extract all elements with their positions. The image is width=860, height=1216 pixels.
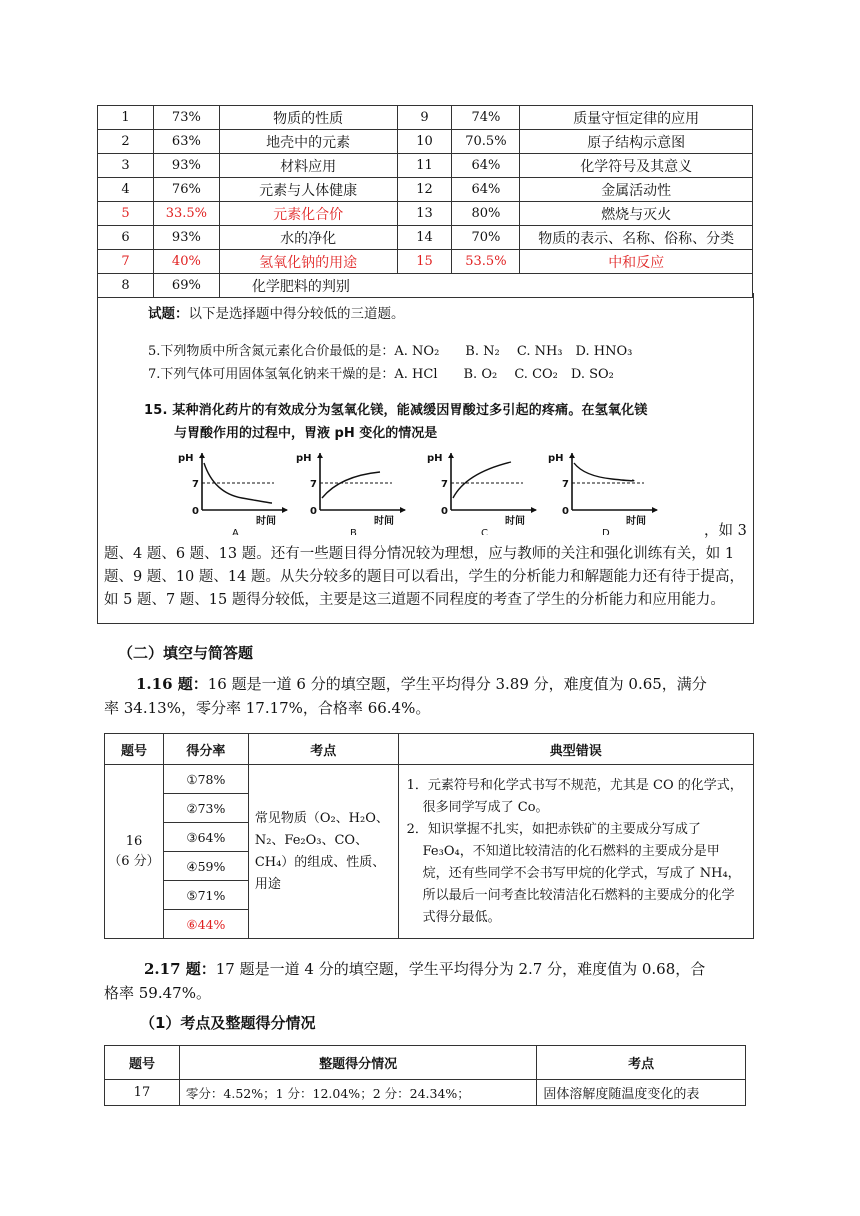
graph-curve bbox=[322, 472, 380, 498]
table-cell-n1: 6 bbox=[98, 226, 154, 250]
t3-header-scores: 整题得分情况 bbox=[179, 1046, 536, 1080]
t2-header-error: 典型错误 bbox=[398, 734, 753, 765]
analysis-text bbox=[104, 543, 749, 612]
q16-line1: 16 题是一道 6 分的填空题，学生平均得分 3.89 分，难度值为 0.65，满分 bbox=[207, 675, 707, 693]
table-cell-r1: 33.5% bbox=[153, 202, 219, 226]
graph-ph-label: pH bbox=[548, 453, 564, 464]
question-15-figure bbox=[140, 395, 700, 535]
graph-curve bbox=[574, 463, 634, 481]
t2-point: 常见物质（O₂、H₂O、N₂、Fe₂O₃、CO、CH₄）的组成、性质、用途 bbox=[248, 765, 398, 939]
table-cell-r1: 69% bbox=[153, 274, 219, 298]
graph-y-arrow bbox=[448, 453, 454, 458]
table-cell-k1: 元素与人体健康 bbox=[219, 178, 397, 202]
analysis-line-2: 题、9 题、10 题、14 题。从失分较多的题目可以看出，学生的分析能力和解题能力还有待于提高， bbox=[104, 569, 744, 585]
table-cell-k2: 化学符号及其意义 bbox=[520, 154, 753, 178]
table-cell-k1: 水的净化 bbox=[219, 226, 397, 250]
ph-graphs bbox=[140, 395, 700, 535]
table-cell-n2: 11 bbox=[397, 154, 452, 178]
analysis-line-3: 如 5 题、7 题、15 题得分较低，主要是这三道题不同程度的考查了学生的分析能力和应用能力。 bbox=[104, 592, 725, 608]
graph-time-label: 时间 bbox=[374, 516, 394, 527]
t2-num: 16 bbox=[125, 833, 143, 849]
graph-time-label: 时间 bbox=[256, 516, 276, 527]
graph-y-arrow bbox=[199, 453, 205, 458]
table-cell-r2: 70.5% bbox=[452, 130, 520, 154]
q17-summary bbox=[104, 957, 764, 1005]
graph-ph-label: pH bbox=[296, 453, 312, 464]
graph-ph-label: pH bbox=[178, 453, 194, 464]
table-cell-n1: 5 bbox=[98, 202, 154, 226]
graph-option-label: A bbox=[232, 528, 239, 535]
graph-x-arrow bbox=[652, 507, 658, 513]
trial-label: 试题： bbox=[148, 306, 189, 322]
trial-text: 以下是选择题中得分较低的三道题。 bbox=[188, 306, 405, 322]
t2-rate-2: ②73% bbox=[163, 794, 248, 823]
question-15-line1: 15. 某种消化药片的有效成分为氢氧化镁，能减缓因胃酸过多引起的疼痛。在氢氧化镁 bbox=[144, 403, 648, 418]
t2-rate-5: ⑤71% bbox=[163, 881, 248, 910]
table-cell-k2: 物质的表示、名称、俗称、分类 bbox=[520, 226, 753, 250]
table-cell-k2: 质量守恒定律的应用 bbox=[520, 106, 753, 130]
t2-header-point: 考点 bbox=[248, 734, 398, 765]
graph-seven-label: 7 bbox=[310, 479, 317, 490]
table-row bbox=[98, 250, 753, 274]
table-cell-r2: 80% bbox=[452, 202, 520, 226]
analysis-tail: ，如 3 bbox=[704, 523, 747, 539]
table-cell-n2: 13 bbox=[397, 202, 452, 226]
t3-header-num: 题号 bbox=[105, 1046, 180, 1080]
table-cell-n2: 15 bbox=[397, 250, 452, 274]
table-cell-k2: 燃烧与灭火 bbox=[520, 202, 753, 226]
table-cell-k1: 元素化合价 bbox=[219, 202, 397, 226]
graph-zero-label: 0 bbox=[310, 506, 317, 517]
graph-curve bbox=[453, 462, 511, 498]
analysis-line-1: 题、4 题、6 题、13 题。还有一些题目得分情况较为理想，应与教师的关注和强化训练有关，如 1 bbox=[104, 546, 735, 562]
table-cell-r1: 76% bbox=[153, 178, 219, 202]
t3-header-point: 考点 bbox=[537, 1046, 746, 1080]
graph-ph-label: pH bbox=[427, 453, 443, 464]
graph-y-arrow bbox=[317, 453, 323, 458]
t2-errors-cell bbox=[398, 765, 753, 939]
table-cell-r1: 63% bbox=[153, 130, 219, 154]
q17-table bbox=[104, 1045, 746, 1106]
q16-summary bbox=[104, 672, 764, 720]
graph-zero-label: 0 bbox=[192, 506, 199, 517]
t2-header-num: 题号 bbox=[105, 734, 164, 765]
question-15-line2: 与胃酸作用的过程中，胃液 pH 变化的情况是 bbox=[174, 426, 438, 441]
graph-seven-label: 7 bbox=[562, 479, 569, 490]
table-cell-r1: 73% bbox=[153, 106, 219, 130]
t2-rate-3: ③64% bbox=[163, 823, 248, 852]
graph-time-label: 时间 bbox=[505, 516, 525, 527]
table-cell-n2: 12 bbox=[397, 178, 452, 202]
table-row bbox=[98, 226, 753, 250]
graph-option-label: C bbox=[481, 528, 488, 535]
q16-line2: 率 34.13%，零分率 17.17%，合格率 66.4%。 bbox=[104, 699, 431, 717]
table-cell-k2: 金属活动性 bbox=[520, 178, 753, 202]
t2-error-2: 2．知识掌握不扎实，如把赤铁矿的主要成分写成了 Fe₃O₄，不知道比较清洁的化石燃料的主要成分是甲烷，还有些同学不会书写甲烷的化学式，写成了 NH₄，所以最后一问考查比较清洁化石燃料的主要成分的化学式得分最低。 bbox=[406, 821, 741, 925]
table-cell-r2: 70% bbox=[452, 226, 520, 250]
table-cell-n1: 8 bbox=[98, 274, 154, 298]
table-row bbox=[98, 130, 753, 154]
q16-lead: 1.16 题： bbox=[136, 675, 208, 693]
table-cell-k1: 材料应用 bbox=[219, 154, 397, 178]
t3-scores: 零分：4.52%；1 分：12.04%；2 分：24.34%； bbox=[179, 1080, 536, 1106]
table-cell-n2: 14 bbox=[397, 226, 452, 250]
table-cell-n2: 9 bbox=[397, 106, 452, 130]
graph-time-label: 时间 bbox=[626, 516, 646, 527]
graph-x-arrow bbox=[400, 507, 406, 513]
table-cell-r2: 64% bbox=[452, 154, 520, 178]
graph-seven-label: 7 bbox=[441, 479, 448, 490]
question-7: 7.下列气体可用固体氢氧化钠来干燥的是：A. HCl B. O₂ C. CO₂ D. SO₂ bbox=[148, 367, 614, 382]
table-cell-r2: 53.5% bbox=[452, 250, 520, 274]
table-cell-k1: 物质的性质 bbox=[219, 106, 397, 130]
table-row bbox=[98, 178, 753, 202]
t2-rate-4: ④59% bbox=[163, 852, 248, 881]
table-cell-n1: 1 bbox=[98, 106, 154, 130]
graph-option-label: B bbox=[350, 528, 357, 535]
table-cell-k1: 地壳中的元素 bbox=[219, 130, 397, 154]
table-cell-k1: 氢氧化钠的用途 bbox=[219, 250, 397, 274]
table-cell-n1: 7 bbox=[98, 250, 154, 274]
table-cell-n1: 3 bbox=[98, 154, 154, 178]
table-cell-r1: 40% bbox=[153, 250, 219, 274]
t3-point: 固体溶解度随温度变化的表 bbox=[537, 1080, 746, 1106]
graph-x-arrow bbox=[531, 507, 537, 513]
graph-zero-label: 0 bbox=[562, 506, 569, 517]
question-5: 5.下列物质中所含氮元素化合价最低的是：A. NO₂ B. N₂ C. NH₃ D. HNO₃ bbox=[148, 344, 633, 359]
t2-rate-6: ⑥44% bbox=[163, 910, 248, 939]
graph-seven-label: 7 bbox=[192, 479, 199, 490]
t2-error-1: 1．元素符号和化学式书写不规范，尤其是 CO 的化学式，很多同学写成了 Co。 bbox=[406, 777, 743, 815]
graph-y-arrow bbox=[569, 453, 575, 458]
trial-intro bbox=[148, 303, 405, 326]
table-cell-k2: 原子结构示意图 bbox=[520, 130, 753, 154]
t2-header-rate: 得分率 bbox=[163, 734, 248, 765]
table-cell-r1: 93% bbox=[153, 226, 219, 250]
q17-line1: 17 题是一道 4 分的填空题，学生平均得分为 2.7 分，难度值为 0.68，合 bbox=[215, 960, 706, 978]
graph-option-label: D bbox=[602, 528, 610, 535]
q17-line2: 格率 59.47%。 bbox=[104, 984, 211, 1002]
table-cell-k1: 化学肥料的判别 bbox=[219, 274, 752, 298]
table-row bbox=[98, 106, 753, 130]
graph-zero-label: 0 bbox=[441, 506, 448, 517]
table-cell-r1: 93% bbox=[153, 154, 219, 178]
table-cell-n1: 2 bbox=[98, 130, 154, 154]
table-cell-n2: 10 bbox=[397, 130, 452, 154]
t2-rate-1: ①78% bbox=[163, 765, 248, 794]
t2-num-cell bbox=[105, 765, 164, 939]
t3-num: 17 bbox=[105, 1080, 180, 1106]
graph-x-arrow bbox=[282, 507, 288, 513]
q16-table bbox=[104, 733, 754, 939]
t2-score: （6 分） bbox=[108, 853, 160, 869]
section-2-title: （二）填空与简答题 bbox=[118, 644, 254, 662]
table-cell-n1: 4 bbox=[98, 178, 154, 202]
table-row bbox=[98, 202, 753, 226]
table-cell-r2: 74% bbox=[452, 106, 520, 130]
score-rate-table bbox=[97, 105, 753, 298]
table-row bbox=[98, 154, 753, 178]
table-cell-r2: 64% bbox=[452, 178, 520, 202]
q17-lead: 2.17 题： bbox=[144, 960, 216, 978]
q17-subtitle: （1）考点及整题得分情况 bbox=[140, 1014, 316, 1032]
table-cell-k2: 中和反应 bbox=[520, 250, 753, 274]
